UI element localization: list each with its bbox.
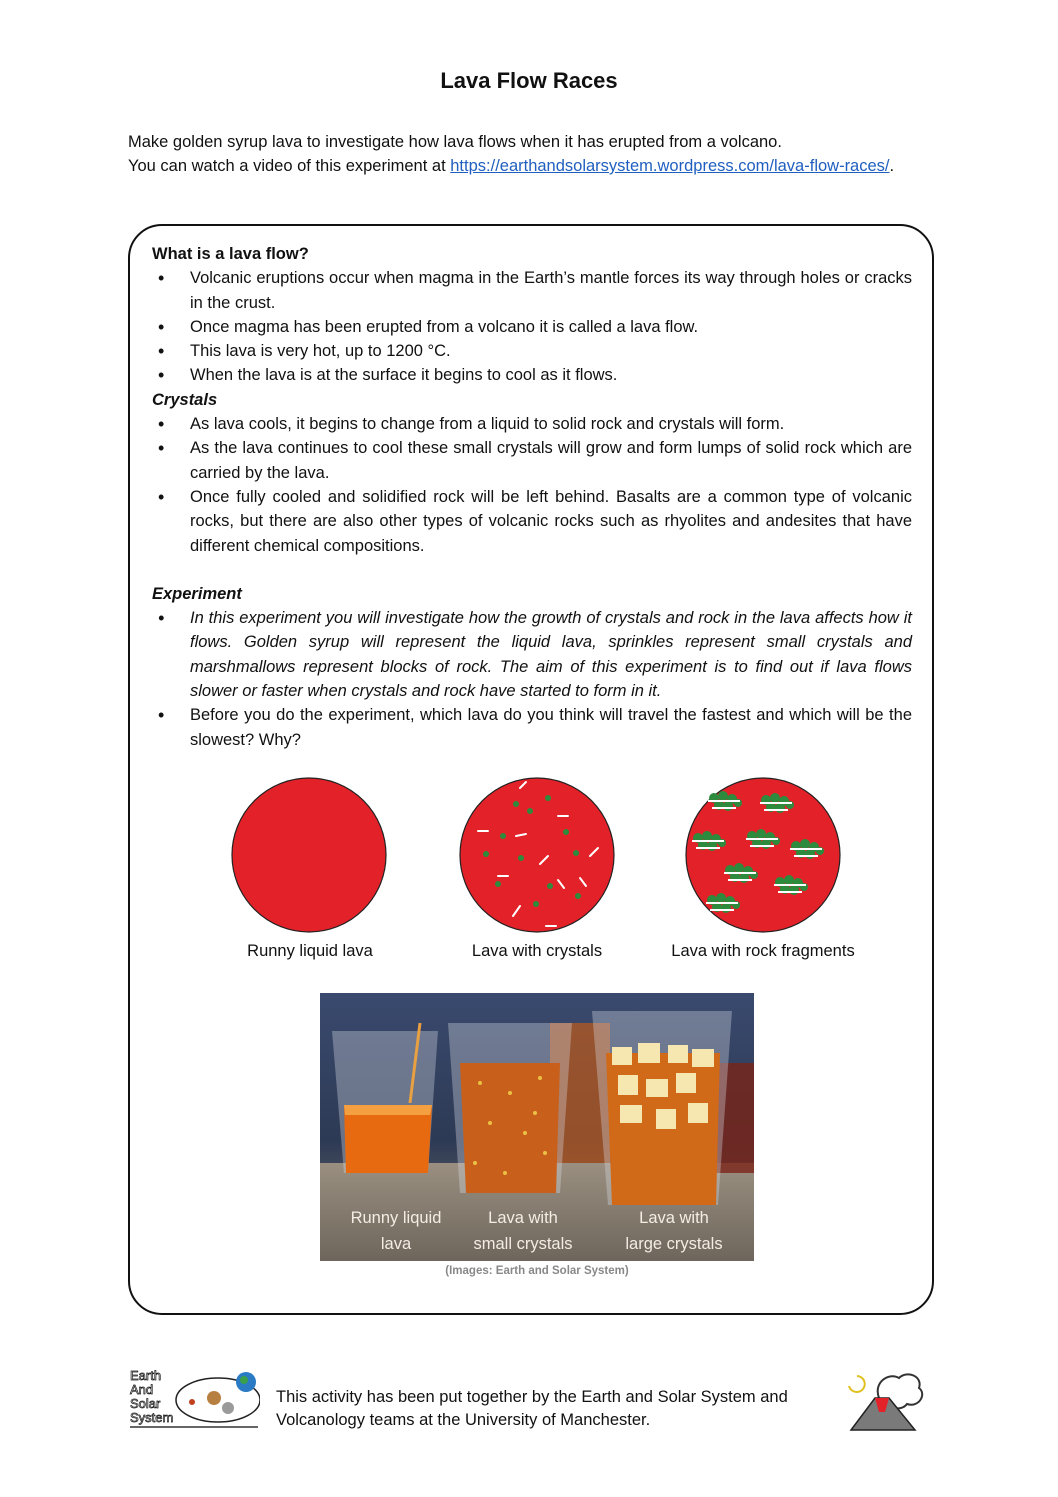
logo-text-earth: Earth <box>130 1368 162 1383</box>
photo-label-small-line1: Lava with <box>488 1209 558 1227</box>
list-item: • Volcanic eruptions occur when magma in the Earth’s mantle forces its way through holes or cracks in the crust. <box>152 266 912 315</box>
runny-lava-diagram <box>230 776 388 934</box>
intro-line-2-prefix: You can watch a video of this experiment at <box>128 157 451 175</box>
diagram-label-rock: Lava with rock fragments <box>671 942 855 960</box>
experiment-photo <box>320 993 754 1261</box>
photo-label-small <box>460 1205 586 1257</box>
logo-text-and: And <box>130 1382 154 1397</box>
photo-label-runny <box>338 1205 454 1257</box>
volcanology-logo <box>845 1368 927 1432</box>
intro-line-1: Make golden syrup lava to investigate how lava flows when it has erupted from a volcano. <box>128 133 782 151</box>
list-item: • In this experiment you will investigate how the growth of crystals and rock in the lava affects how it flows. Golden syrup will represent the liquid lava, sprinkles represent small crystals and marshmallows represent blocks of rock. The aim of this experiment is to find out if lava flows slower or faster when crystals and rock have started to form in it. <box>152 606 912 703</box>
footer-credit: This activity has been put together by the Earth and Solar System and Volcanology teams at the University of Manchester. <box>276 1388 788 1429</box>
rock-lava-diagram <box>684 776 842 934</box>
list-item: • As the lava continues to cool these small crystals will grow and form lumps of solid rock which are carried by the lava. <box>152 436 912 485</box>
section-heading-crystals: Crystals <box>152 390 218 409</box>
earth-and-solar-system-logo <box>128 1368 260 1430</box>
list-item: • As lava cools, it begins to change from a liquid to solid rock and crystals will form. <box>152 412 912 436</box>
diagram-label-crystals: Lava with crystals <box>471 942 603 960</box>
crystals-list <box>152 412 912 558</box>
list-item: • Once fully cooled and solidified rock will be left behind. Basalts are a common type of volcanic rocks, but there are also other types of volcanic rocks such as rhyolites and andesites that have different chemical compositions. <box>152 485 912 558</box>
lava-flow-list <box>152 266 912 387</box>
photo-label-runny-line1: Runny liquid <box>350 1209 442 1227</box>
experiment-list <box>152 606 912 752</box>
list-item: • When the lava is at the surface it begins to cool as it flows. <box>152 363 912 387</box>
content-body <box>152 242 912 752</box>
section-heading-experiment: Experiment <box>152 584 242 603</box>
image-credit: (Images: Earth and Solar System) <box>445 1265 629 1277</box>
list-item: • Once magma has been erupted from a volcano it is called a lava flow. <box>152 315 912 339</box>
logo-text-solar: Solar <box>130 1396 161 1411</box>
intro-line-2-suffix: . <box>889 157 895 175</box>
intro-paragraph <box>128 130 928 178</box>
list-item: • Before you do the experiment, which lava do you think will travel the fastest and which will be the slowest? Why? <box>152 703 912 752</box>
photo-label-runny-line2: lava <box>380 1235 412 1253</box>
photo-label-large-line1: Lava with <box>639 1209 709 1227</box>
crystal-lava-diagram <box>458 776 616 934</box>
photo-label-small-line2: small crystals <box>473 1235 573 1253</box>
photo-label-large-line2: large crystals <box>625 1235 723 1253</box>
logo-text-system: System <box>130 1410 174 1425</box>
video-link[interactable]: https://earthandsolarsystem.wordpress.com/lava-flow-races/ <box>450 157 890 175</box>
diagram-label-runny: Runny liquid lava <box>247 942 373 960</box>
photo-label-large <box>612 1205 736 1257</box>
intro-line-2 <box>128 154 928 178</box>
page-title: Lava Flow Races <box>440 68 618 93</box>
list-item: • This lava is very hot, up to 1200 °C. <box>152 339 912 363</box>
lava-diagrams <box>0 776 1058 936</box>
section-heading-lava-flow: What is a lava flow? <box>152 245 309 263</box>
